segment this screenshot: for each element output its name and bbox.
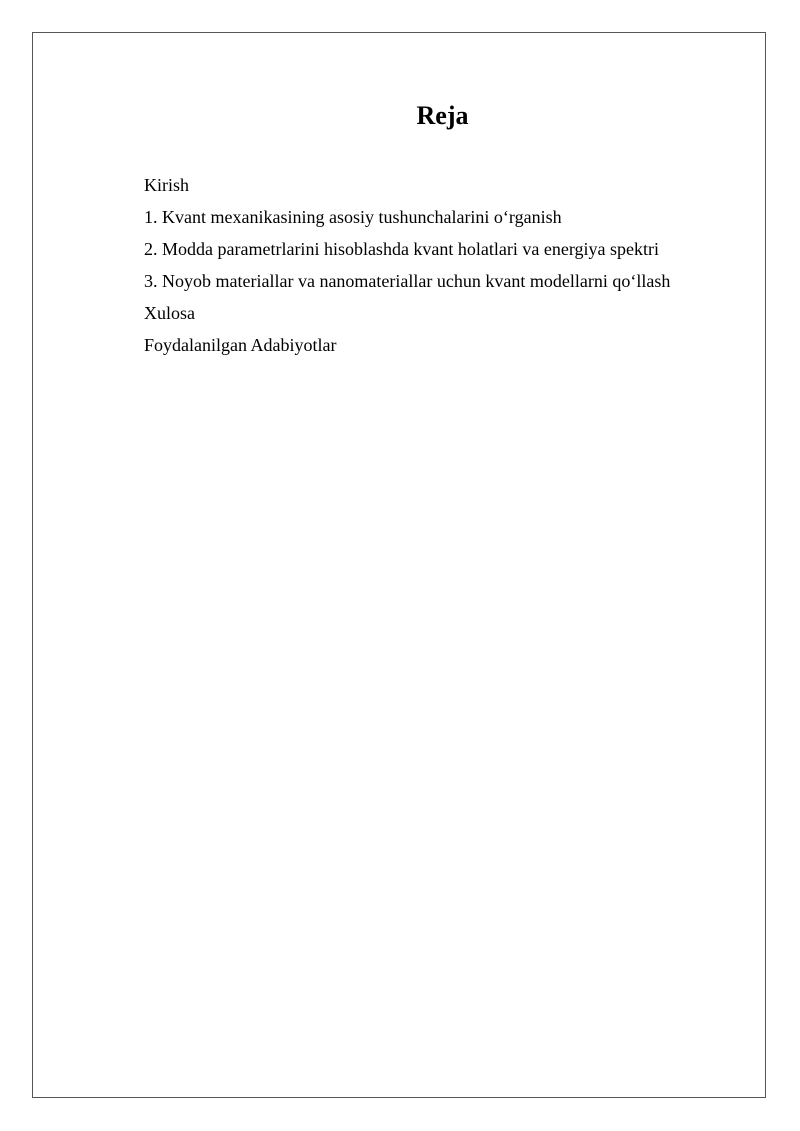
page-title: Reja xyxy=(416,101,469,130)
table-of-contents xyxy=(144,169,670,361)
toc-item-section-3: 3. Noyob materiallar va nanomateriallar uchun kvant modellarni qo‘llash xyxy=(144,271,671,291)
toc-item-conclusion: Xulosa xyxy=(144,303,195,323)
toc-item-section-1: 1. Kvant mexanikasining asosiy tushunchalarini o‘rganish xyxy=(144,207,562,227)
toc-item-references: Foydalanilgan Adabiyotlar xyxy=(144,335,337,355)
toc-item-introduction: Kirish xyxy=(144,175,189,195)
toc-item-section-2: 2. Modda parametrlarini hisoblashda kvant holatlari va energiya spektri xyxy=(144,239,660,259)
